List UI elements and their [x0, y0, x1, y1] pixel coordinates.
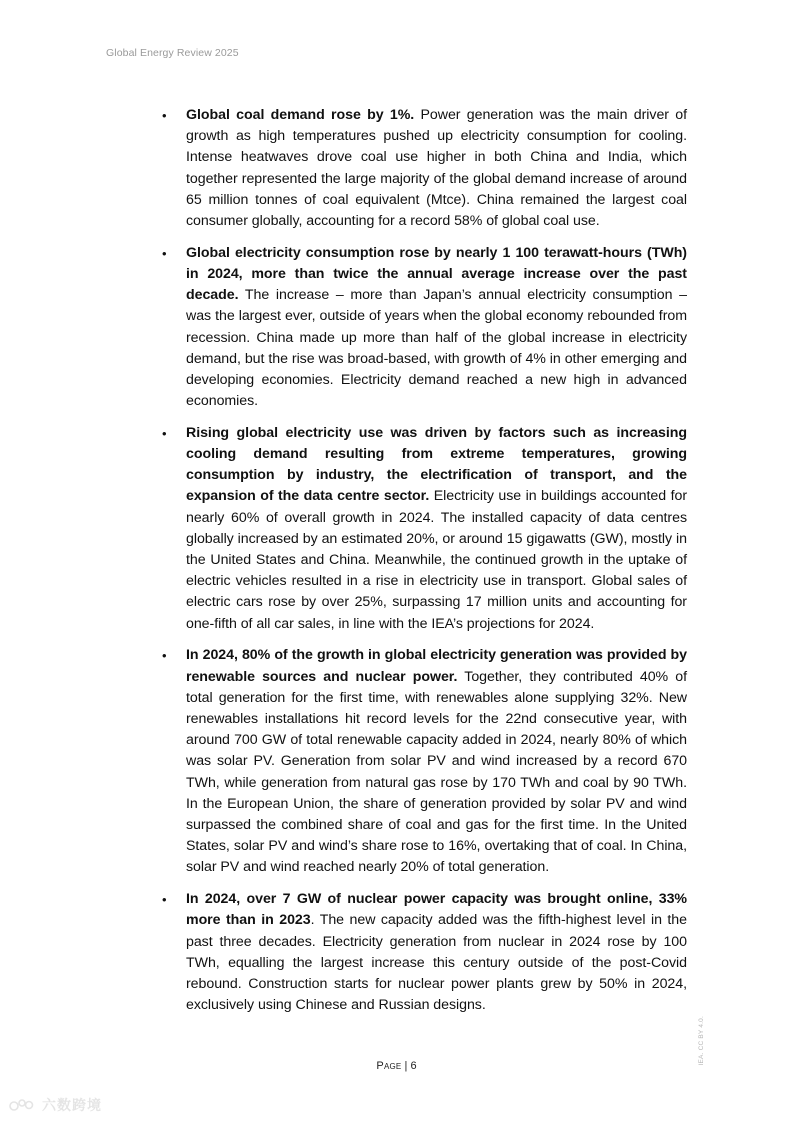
bullet-body-text: Together, they contributed 40% of total generation for the first time, with renewables alone supplying 32%. New renewables installations hit record levels for the 22nd consecutive year, with around 700 GW of total renewable capacity added in 2024, nearly 80% of which was solar PV. Generation from solar PV and wind increased by a record 670 TWh, while generation from natural gas rose by 170 TWh and coal by 90 TWh. In the European Union, the share of generation provided by solar PV and wind surpassed the combined share of coal and gas for the first time. In the United States, solar PV and wind’s share rose to 16%, overtaking that of coal. In China, solar PV and wind reached nearly 20% of total generation. [186, 668, 687, 876]
bullet-item-electricity-consumption [162, 243, 687, 413]
bullet-item-electricity-drivers [162, 423, 687, 635]
watermark-logo-icon [8, 1097, 36, 1113]
bullet-lead-text: Rising global electricity use was driven by factors such as increasing cooling demand resulting from extreme temperatures, growing consumption by industry, the electrification of transport, and the expansion of the data centre sector. [186, 424, 687, 505]
bullet-item-renewables [162, 645, 687, 878]
watermark [8, 1095, 102, 1115]
bullet-body-text: Power generation was the main driver of growth as high temperatures pushed up electricity consumption for cooling. Intense heatwaves drove coal use higher in both China and India, which together represented the large majority of the global demand increase of around 65 million tonnes of coal equivalent (Mtce). China remained the largest coal consumer globally, accounting for a record 58% of global coal use. [186, 107, 687, 230]
bullet-item-coal [162, 105, 687, 232]
bullet-lead-text: In 2024, over 7 GW of nuclear power capacity was brought online, 33% more than in 2023 [186, 891, 687, 929]
bullet-lead-text: In 2024, 80% of the growth in global electricity generation was provided by renewable sources and nuclear power. [186, 647, 687, 685]
bullet-lead-text: Global electricity consumption rose by nearly 1 100 terawatt-hours (TWh) in 2024, more than twice the annual average increase over the past decade. [186, 244, 687, 304]
bullet-icon: • [162, 648, 167, 664]
bullet-icon: • [162, 425, 167, 441]
bullet-icon: • [162, 245, 167, 261]
bullet-body-text: . The new capacity added was the fifth-highest level in the past three decades. Electricity generation from nuclear in 2024 rose by 100 TWh, equalling the largest increase this century outside of the post-Covid rebound. Construction starts for nuclear power plants grew by 50% in 2024, exclusively using Chinese and Russian designs. [186, 912, 687, 1014]
bullet-lead-text: Global coal demand rose by 1%. [186, 107, 415, 123]
page-label: Page [376, 1060, 402, 1072]
page-separator: | [401, 1060, 411, 1072]
bullet-icon: • [162, 892, 167, 908]
page-footer [0, 1060, 793, 1072]
running-header: Global Energy Review 2025 [106, 47, 239, 59]
license-note: IEA. CC BY 4.0. [698, 1016, 705, 1066]
bullet-item-nuclear [162, 889, 687, 1016]
bullet-body-text: Electricity use in buildings accounted for nearly 60% of overall growth in 2024. The installed capacity of data centres globally increased by an estimated 20%, or around 15 gigawatts (GW), mostly in the United States and China. Meanwhile, the continued growth in the uptake of electric vehicles resulted in a rise in electricity use in transport. Global sales of electric cars rose by over 25%, surpassing 17 million units and accounting for one-fifth of all car sales, in line with the IEA’s projections for 2024. [186, 488, 687, 632]
bullet-body-text: The increase – more than Japan’s annual electricity consumption – was the largest ever, outside of years when the global economy rebounded from recession. China made up more than half of the global increase in electricity demand, but the rise was broad-based, with growth of 4% in other emerging and developing economies. Electricity demand reached a new high in advanced economies. [186, 287, 687, 410]
watermark-text: 六数跨境 [42, 1097, 102, 1113]
bullet-icon: • [162, 108, 167, 123]
page-number: 6 [410, 1060, 417, 1072]
bullet-list [162, 105, 687, 1027]
